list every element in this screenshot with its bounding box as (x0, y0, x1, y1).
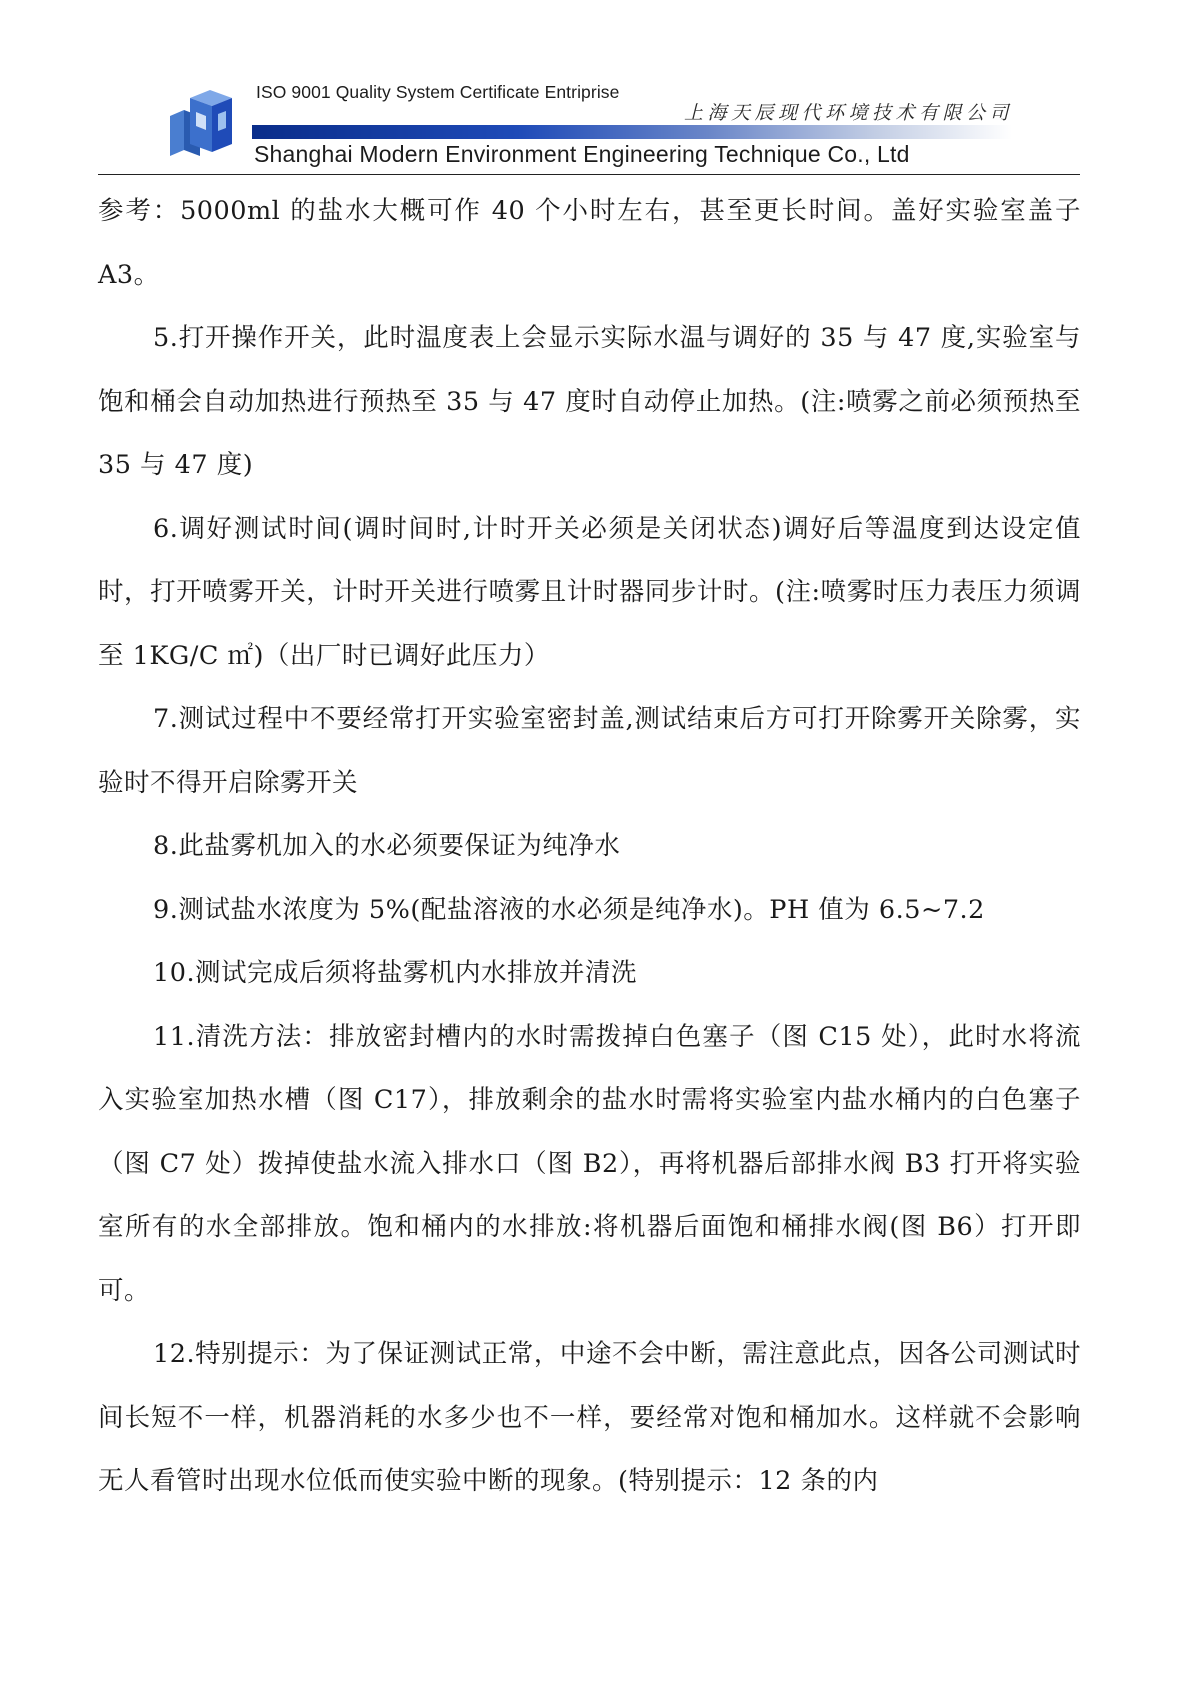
paragraph: 8.此盐雾机加入的水必须要保证为纯净水 (153, 831, 621, 861)
page-header (0, 0, 1200, 180)
iso-certificate-line: ISO 9001 Quality System Certificate Entriprise (256, 82, 620, 102)
header-accent-bar (252, 125, 1012, 139)
paragraph: 6.调好测试时间(调时间时,计时开关必须是关闭状态)调好后等温度到达设定值时，打开喷雾开关，计时开关进行喷雾且计时器同步计时。(注:喷雾时压力表压力须调至 1KG/C ㎡)（出厂时已调好此压力） (98, 513, 1081, 671)
paragraph: 5.打开操作开关，此时温度表上会显示实际水温与调好的 35 与 47 度,实验室与饱和桶会自动加热进行预热至 35 与 47 度时自动停止加热。(注:喷雾之前必须预热至 35 与 47 度) (98, 323, 1081, 480)
paragraph: 11.清洗方法：排放密封槽内的水时需拨掉白色塞子（图 C15 处），此时水将流入实验室加热水槽（图 C17），排放剩余的盐水时需将实验室内盐水桶内的白色塞子（图 C7 处）拨掉使盐水流入排水口（图 B2），再将机器后部排水阀 B3 打开将实验室所有的水全部排放。饱和桶内的水排放:将机器后面饱和桶排水阀(图 B6）打开即可。 (98, 1021, 1081, 1306)
paragraph: 10.测试完成后须将盐雾机内水排放并清洗 (153, 958, 638, 988)
paragraph: 9.测试盐水浓度为 5%(配盐溶液的水必须是纯净水)。PH 值为 6.5~7.2 (153, 894, 985, 925)
paragraph: 7.测试过程中不要经常打开实验室密封盖,测试结束后方可打开除雾开关除雾，实验时不得开启除雾开关 (98, 704, 1081, 798)
company-name-cn: 上海天辰现代环境技术有限公司 (684, 102, 1014, 124)
company-logo-icon (166, 86, 240, 158)
paragraph: 参考：5000ml 的盐水大概可作 40 个小时左右，甚至更长时间。盖好实验室盖子 A3。 (98, 196, 1081, 290)
company-name-en: Shanghai Modern Environment Engineering Technique Co., Ltd (254, 141, 910, 167)
document-body (98, 180, 1081, 1514)
header-divider (98, 174, 1080, 175)
paragraph: 12.特别提示：为了保证测试正常，中途不会中断，需注意此点，因各公司测试时间长短不一样，机器消耗的水多少也不一样，要经常对饱和桶加水。这样就不会影响无人看管时出现水位低而使实验中断的现象。(特别提示：12 条的内 (98, 1339, 1081, 1496)
